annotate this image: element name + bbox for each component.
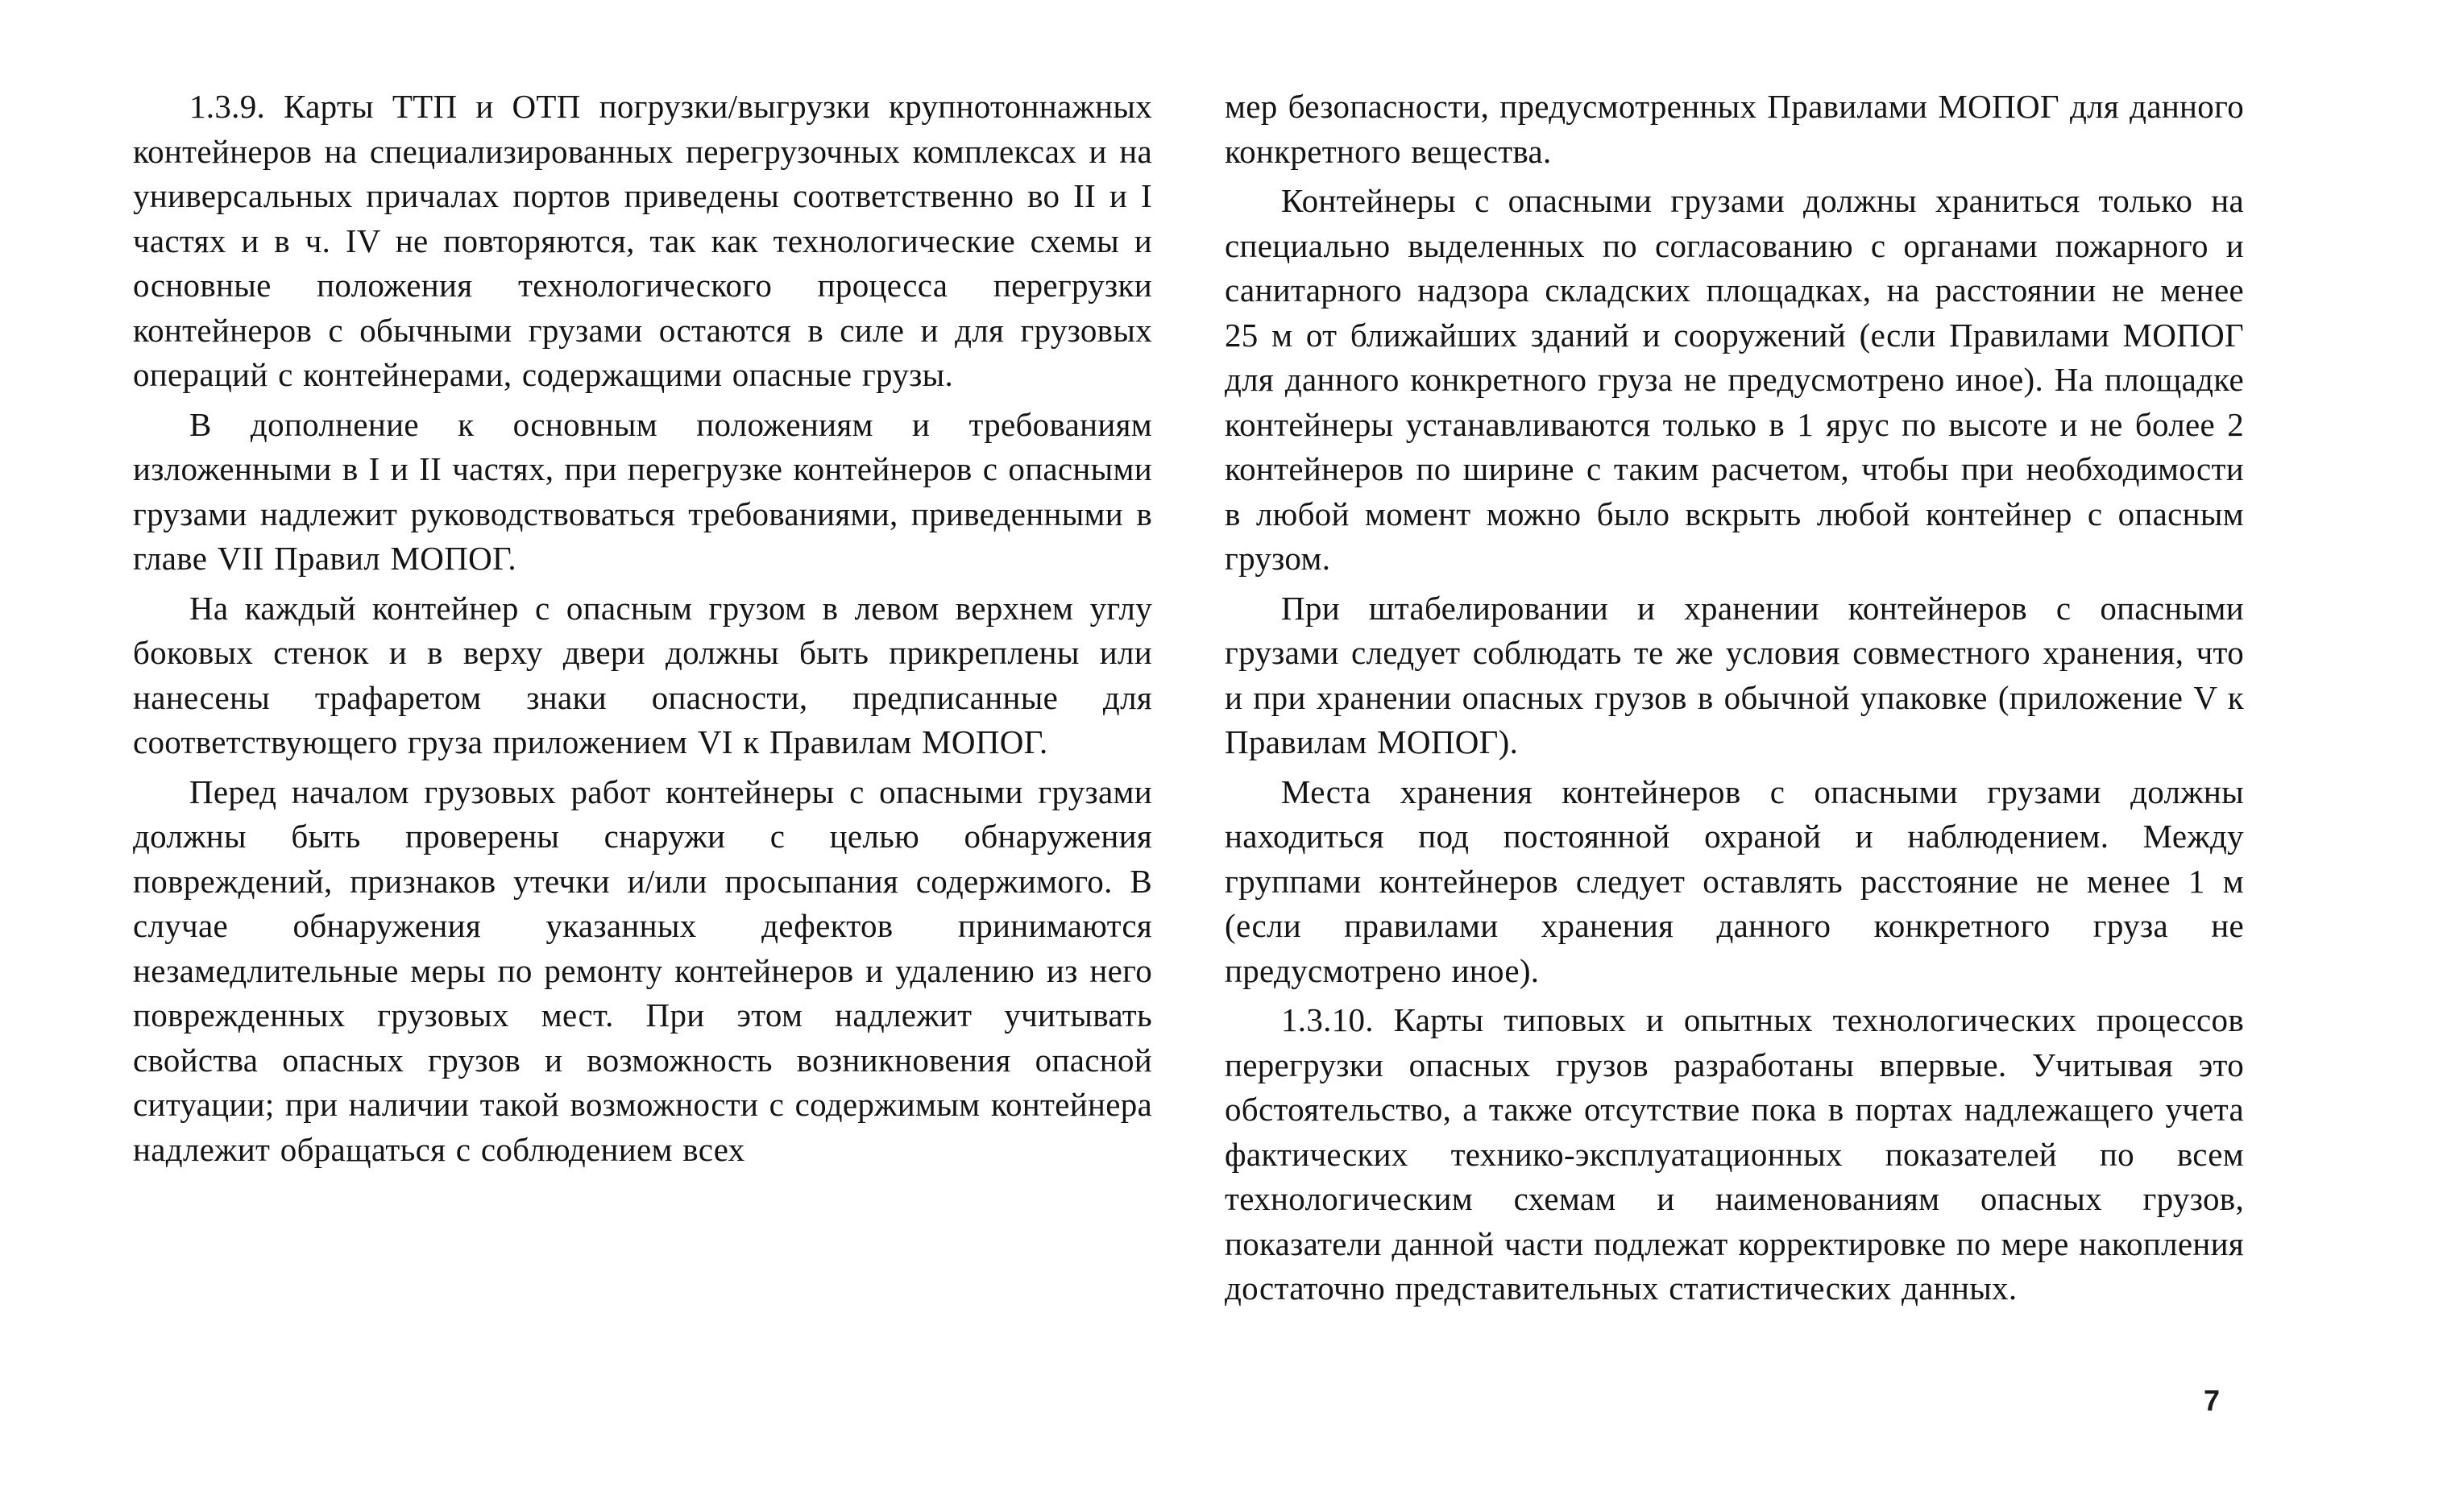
paragraph-stacking: При штабелировании и хранении контейнеров с опасными грузами следует соблюдать те же условия совместного хранения, что и при хранении опасных грузов в обычной упаковке (приложение V к Правилам МОПОГ). — [1225, 589, 2244, 760]
page-number: 7 — [2204, 1384, 2221, 1417]
paragraph-storage-areas: Контейнеры с опасными грузами должны храниться только на специально выделенных по согласованию с органами пожарного и санитарного надзора складских площадках, на расстоянии не менее 25 м от ближайших зданий и сооружений (если Правилами МОПОГ для данного конкретного груза не предусмотрено иное). На площадке контейнеры устанавливаются только в 1 ярус по высоте и не более 2 контейнеров по ширине с таким расчетом, чтобы при необходимости в любой момент можно было вскрыть любой контейнер с опасным грузом. — [1225, 182, 2244, 577]
paragraph-storage-guard: Места хранения контейнеров с опасными грузами должны находиться под постоянной охраной и наблюдением. Между группами контейнеров следует оставлять расстояние не менее 1 м (если правилами хранения данного конкретного груза не предусмотрено иное). — [1225, 773, 2244, 989]
left-text-column — [133, 85, 1152, 1177]
paragraph-pre-work-inspection: Перед началом грузовых работ контейнеры с опасными грузами должны быть проверены снаружи с целью обнаружения повреждений, признаков утечки и/или просыпания содержимого. В случае обнаружения указанных дефектов принимаются незамедлительные меры по ремонту контейнеров и удалению из него поврежденных грузовых мест. При этом надлежит учитывать свойства опасных грузов и возможность возникновения опасной ситуации; при наличии такой возможности с содержимым контейнера надлежит обращаться с соблюдением всех — [133, 773, 1152, 1168]
paragraph-danger-signs: На каждый контейнер с опасным грузом в левом верхнем углу боковых стенок и в верху двери должны быть прикреплены или нанесены трафаретом знаки опасности, предписанные для соответствующего груза приложением VI к Правилам МОПОГ. — [133, 589, 1152, 760]
paragraph-1-3-9: 1.3.9. Карты ТТП и ОТП погрузки/выгрузки крупнотоннажных контейнеров на специализированных перегрузочных комплексах и на универсальных причалах портов приведены соответственно во II и I частях и в ч. IV не повторяются, так как технологические схемы и основные положения технологического процесса перегрузки контейнеров с обычными грузами остаются в силе и для грузовых операций с контейнерами, содержащими опасные грузы. — [133, 88, 1152, 393]
paragraph-continuation: мер безопасности, предусмотренных Правилами МОПОГ для данного конкретного вещества. — [1225, 88, 2244, 170]
paragraph-1-3-10: 1.3.10. Карты типовых и опытных технологических процессов перегрузки опасных грузов разработаны впервые. Учитывая это обстоятельство, а также отсутствие пока в портах надлежащего учета фактических технико-эксплуатационных показателей по всем технологическим схемам и наименованиям опасных грузов, показатели данной части подлежат корректировке по мере накопления достаточно представительных статистических данных. — [1225, 1001, 2244, 1307]
right-text-column — [1225, 85, 2244, 1316]
paragraph-supplement-requirements: В дополнение к основным положениям и требованиям изложенными в I и II частях, при перегрузке контейнеров с опасными грузами надлежит руководствоваться требованиями, приведенными в главе VII Правил МОПОГ. — [133, 405, 1152, 577]
